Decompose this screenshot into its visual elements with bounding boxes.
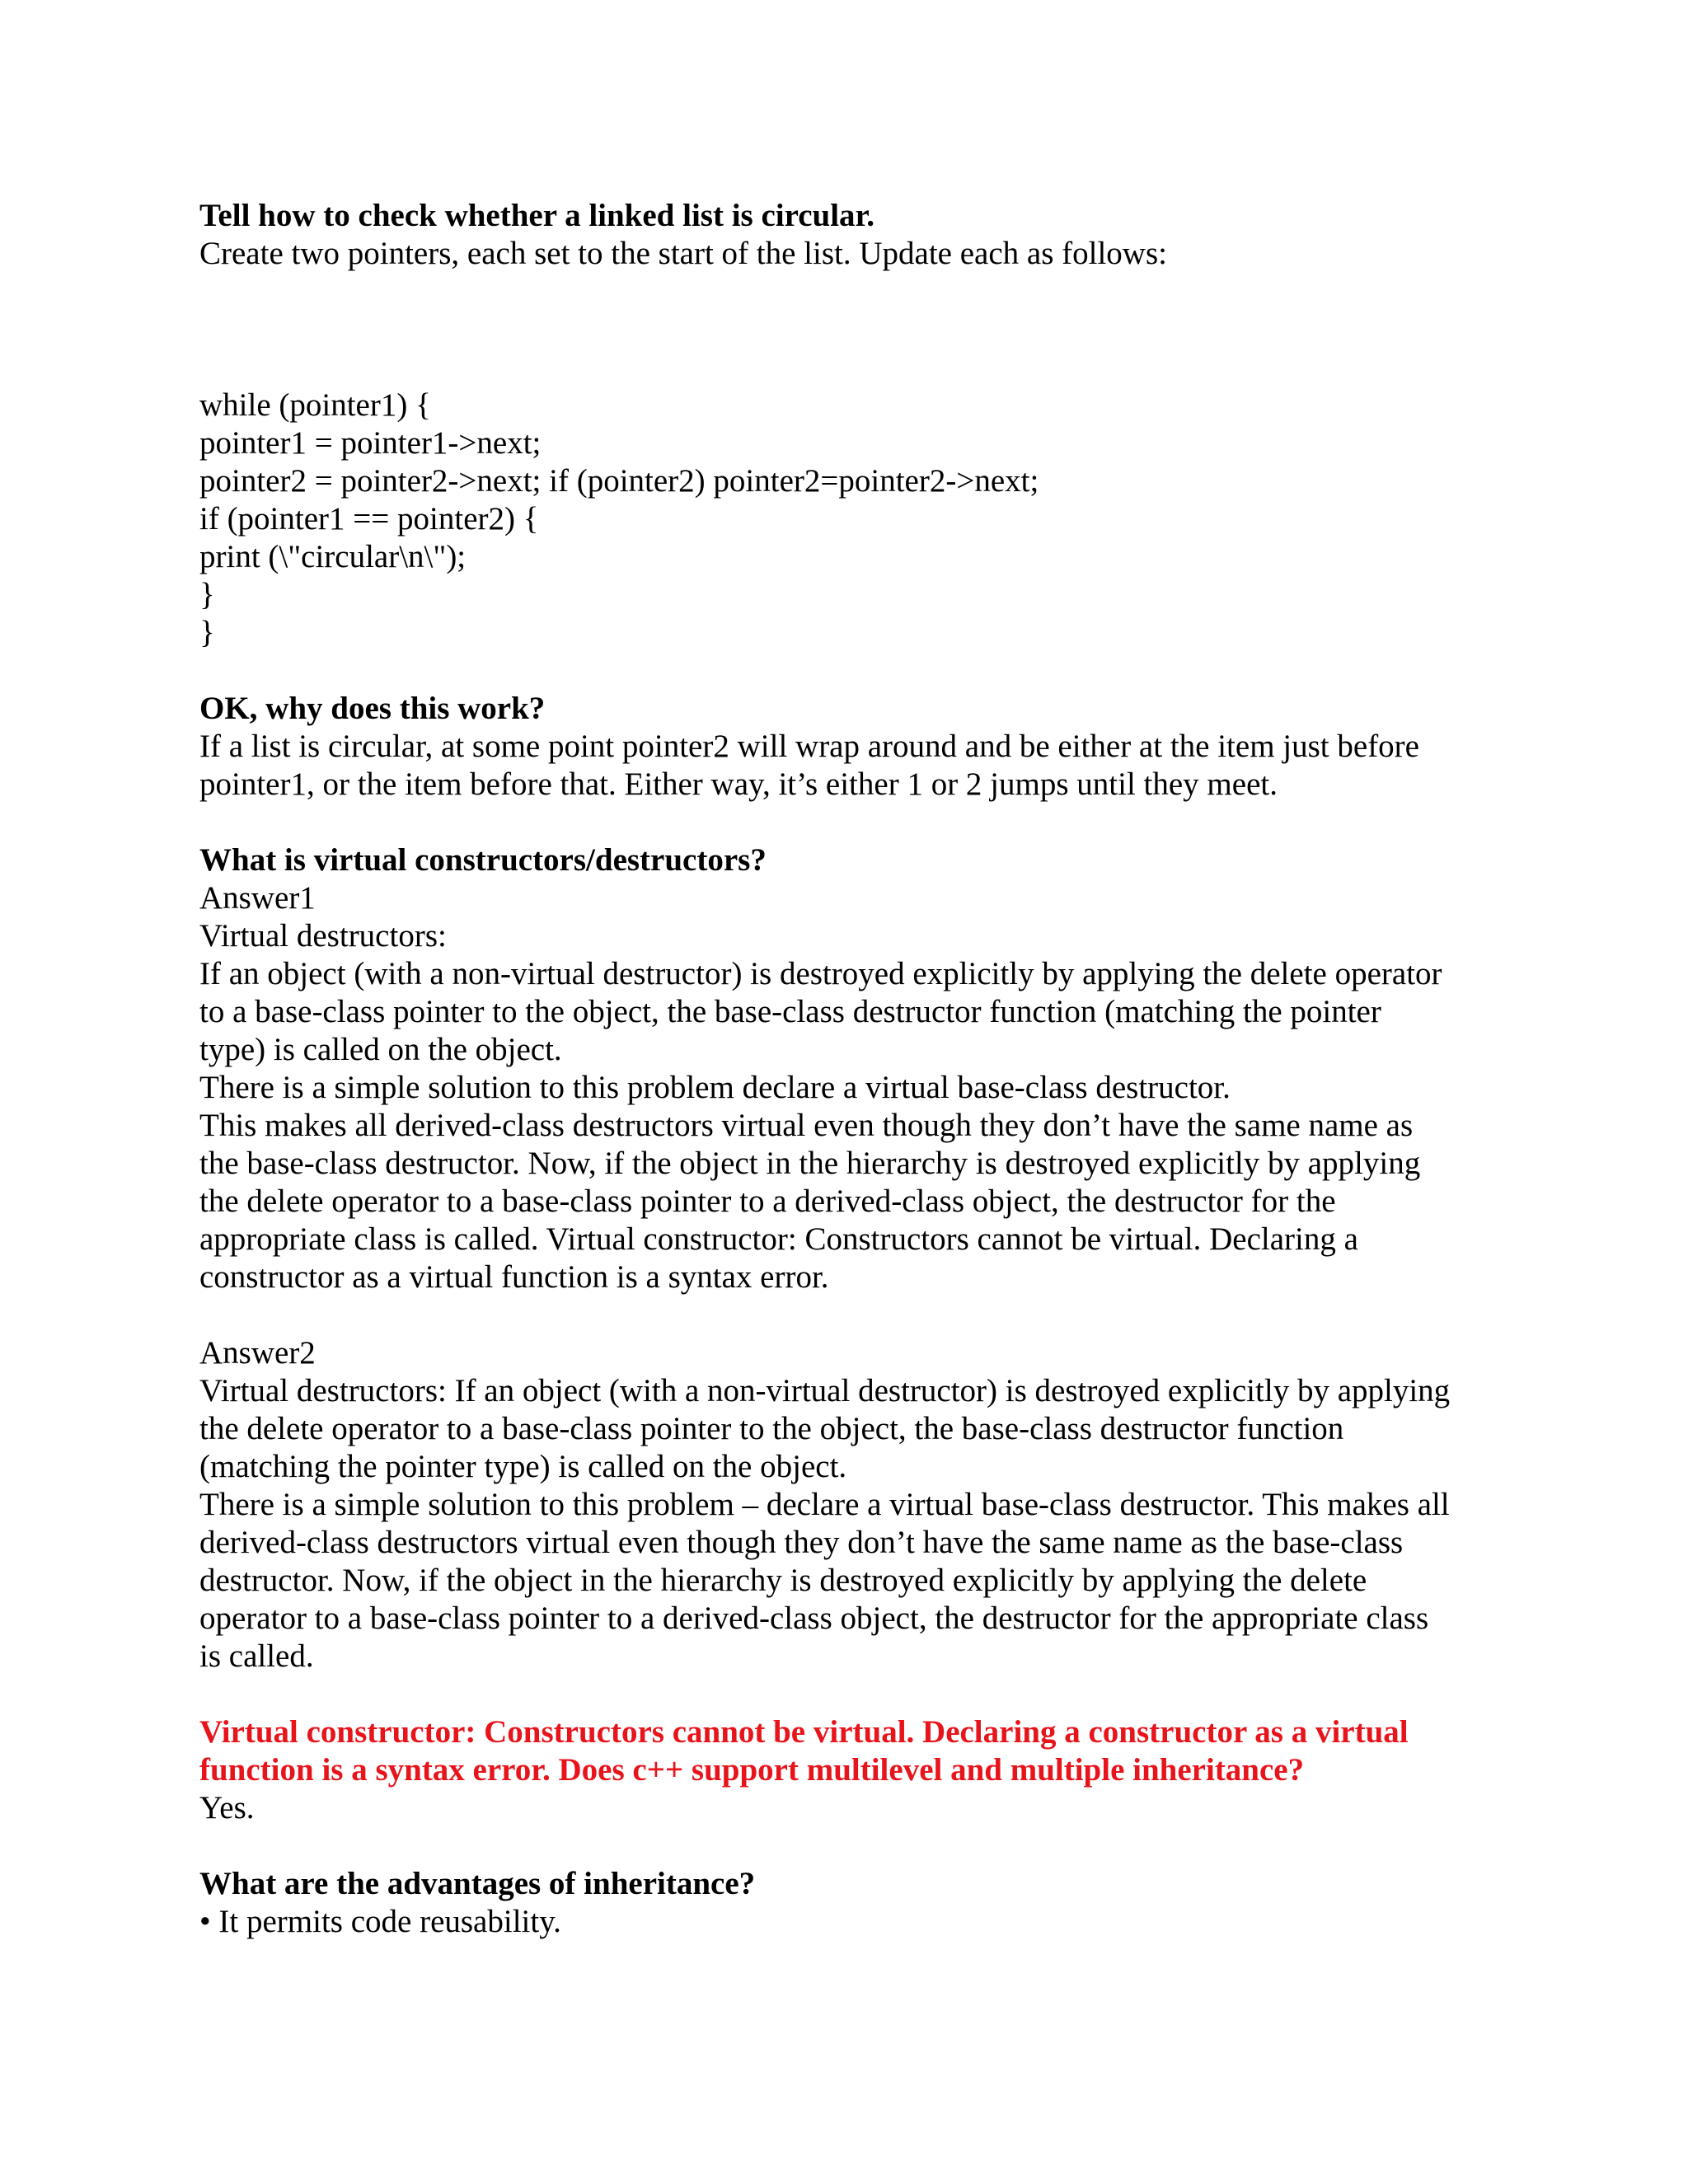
heading-circular-list: Tell how to check whether a linked list is circular.: [199, 198, 875, 233]
heading-why-works: OK, why does this work?: [199, 691, 546, 726]
paragraph-line: the delete operator to a base-class pointer to a derived-class object, the destructor for the: [199, 1183, 1336, 1219]
code-line: pointer1 = pointer1->next;: [199, 425, 542, 461]
code-line: pointer2 = pointer2->next; if (pointer2) pointer2=pointer2->next;: [199, 463, 1039, 499]
paragraph-line: the delete operator to a base-class pointer to the object, the base-class destructor function: [199, 1411, 1344, 1446]
paragraph-line: Virtual destructors: If an object (with a non-virtual destructor) is destroyed explicitly by applying: [199, 1373, 1451, 1408]
spacer: [199, 1675, 1518, 1713]
paragraph-line: type) is called on the object.: [199, 1032, 562, 1067]
paragraph-line: the base-class destructor. Now, if the object in the hierarchy is destroyed explicitly by applying: [199, 1146, 1421, 1181]
paragraph-line: If a list is circular, at some point pointer2 will wrap around and be either at the item just before: [199, 729, 1419, 764]
spacer: [199, 804, 1518, 841]
code-line: }: [199, 615, 215, 650]
document-body: [199, 197, 1518, 1941]
spacer: [199, 652, 1518, 690]
paragraph-line: This makes all derived-class destructors virtual even though they don’t have the same name as: [199, 1108, 1414, 1143]
paragraph-line: If an object (with a non-virtual destructor) is destroyed explicitly by applying the delete operator: [199, 956, 1442, 991]
code-line: print (\"circular\n\");: [199, 539, 467, 574]
spacer: [199, 1296, 1518, 1334]
code-block: [199, 387, 1518, 652]
heading-virtual-constructors: What is virtual constructors/destructors?: [199, 842, 767, 878]
paragraph-line: Virtual destructors:: [199, 918, 447, 954]
spacer: [199, 273, 1518, 387]
answer-yes: Yes.: [199, 1790, 255, 1825]
heading-inheritance-advantages: What are the advantages of inheritance?: [199, 1866, 756, 1901]
answer2-label: Answer2: [199, 1335, 316, 1371]
code-line: }: [199, 577, 215, 612]
answer1-label: Answer1: [199, 880, 316, 916]
paragraph-line: appropriate class is called. Virtual constructor: Constructors cannot be virtual. Declaring a: [199, 1221, 1358, 1257]
paragraph-line: pointer1, or the item before that. Either way, it’s either 1 or 2 jumps until they meet.: [199, 766, 1278, 802]
paragraph-line: There is a simple solution to this problem – declare a virtual base-class destructor. This makes all: [199, 1487, 1450, 1522]
paragraph-line: (matching the pointer type) is called on the object.: [199, 1449, 847, 1484]
code-line: if (pointer1 == pointer2) {: [199, 501, 539, 537]
code-line: while (pointer1) {: [199, 387, 431, 423]
highlighted-question-line: Virtual constructor: Constructors cannot be virtual. Declaring a constructor as a virtual: [199, 1714, 1409, 1750]
paragraph-line: to a base-class pointer to the object, the base-class destructor function (matching the pointer: [199, 994, 1381, 1029]
paragraph-line: operator to a base-class pointer to a derived-class object, the destructor for the appropriate class: [199, 1601, 1429, 1636]
paragraph-line: destructor. Now, if the object in the hierarchy is destroyed explicitly by applying the delete: [199, 1563, 1367, 1598]
paragraph-intro: Create two pointers, each set to the start of the list. Update each as follows:: [199, 236, 1167, 271]
paragraph-line: constructor as a virtual function is a syntax error.: [199, 1259, 829, 1295]
spacer: [199, 1827, 1518, 1865]
highlighted-question-line: function is a syntax error. Does c++ support multilevel and multiple inheritance?: [199, 1752, 1305, 1788]
paragraph-line: There is a simple solution to this problem declare a virtual base-class destructor.: [199, 1070, 1231, 1105]
paragraph-line: is called.: [199, 1638, 314, 1674]
paragraph-line: derived-class destructors virtual even though they don’t have the same name as the base-class: [199, 1525, 1404, 1560]
bullet-item: • It permits code reusability.: [199, 1904, 561, 1939]
